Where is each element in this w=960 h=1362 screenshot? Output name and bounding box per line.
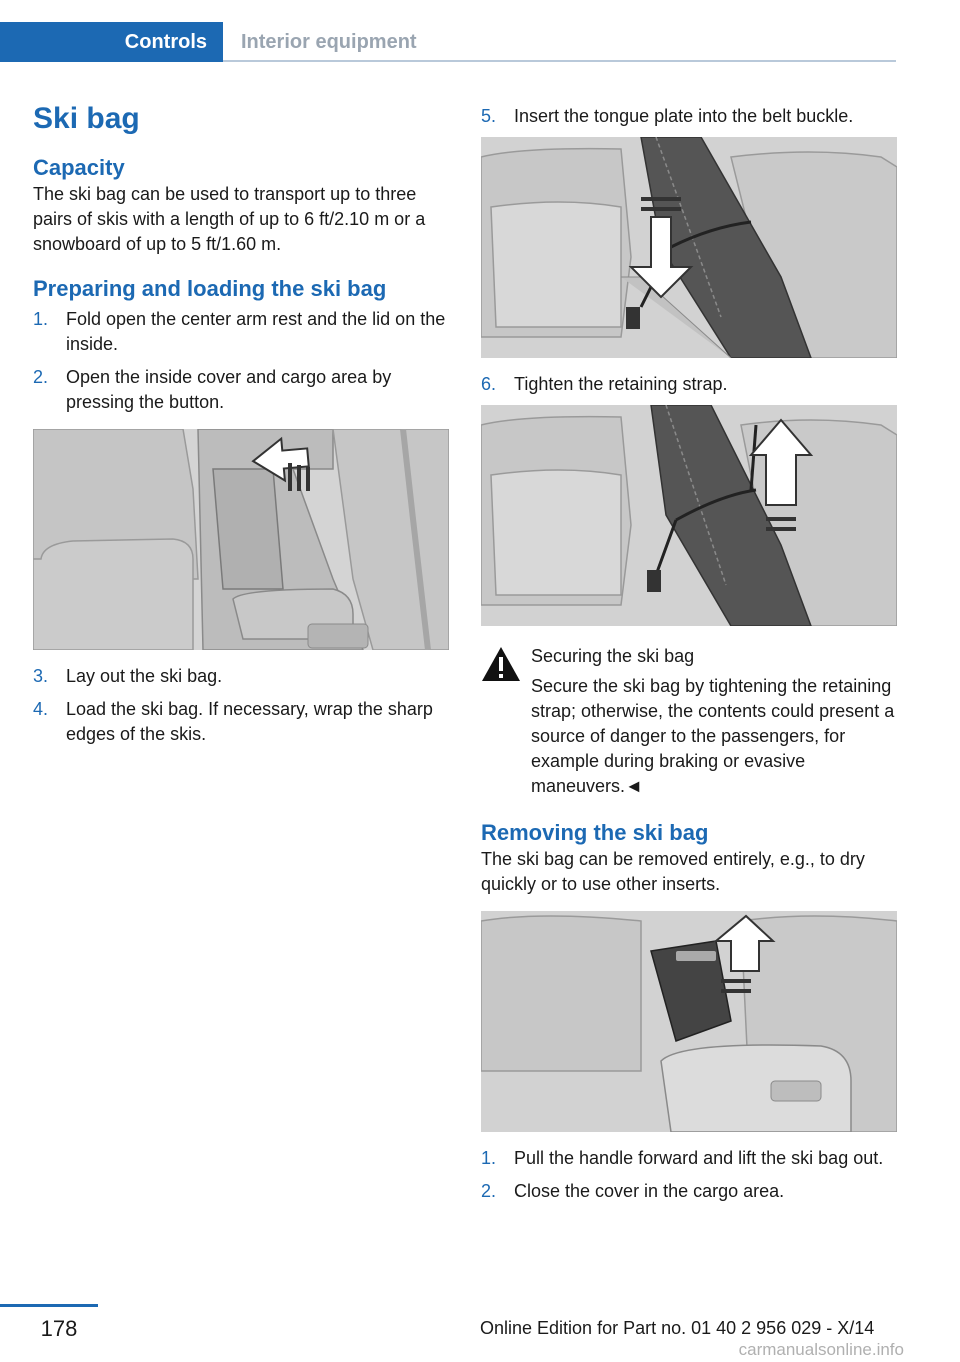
footer-edition: Online Edition for Part no. 01 40 2 956 029 - X/14 [480, 1318, 875, 1338]
step-number: 1. [481, 1148, 497, 1168]
step-number: 3. [33, 666, 49, 686]
warning-triangle-icon [481, 646, 521, 682]
section-tab-interior-equipment[interactable]: Interior equipment [241, 30, 417, 53]
step-number: 2. [481, 1181, 497, 1201]
removing-text: The ski bag can be removed entirely, e.g., to dry quickly or to use other inserts. [481, 849, 865, 894]
section-tab-controls[interactable]: Controls [0, 22, 223, 62]
list-item [33, 365, 449, 415]
steps-list-c [481, 1146, 897, 1204]
footer-rule [0, 1304, 98, 1307]
list-item [481, 104, 897, 129]
steps-list-5 [481, 104, 897, 129]
step-text: Lay out the ski bag. [66, 666, 223, 686]
list-item [33, 697, 449, 747]
list-item [33, 664, 449, 689]
left-column [33, 100, 449, 755]
step-number: 4. [33, 699, 49, 719]
list-item [33, 307, 449, 357]
watermark: carmanualsonline.info [738, 1340, 904, 1359]
removing-heading: Removing the ski bag [481, 820, 709, 845]
preparing-heading: Preparing and loading the ski bag [33, 276, 387, 301]
list-item [481, 1146, 897, 1171]
step-text: Tighten the retaining strap. [514, 374, 728, 394]
figure-retaining-strap [481, 405, 897, 626]
right-column [481, 104, 897, 1212]
list-item [481, 1179, 897, 1204]
steps-list-b [33, 664, 449, 747]
step-text: Open the inside cover and cargo area by pressing the button. [66, 367, 392, 412]
warning-block [481, 644, 897, 799]
list-item [481, 372, 897, 397]
figure-cargo-button [33, 429, 449, 650]
step-text: Fold open the center arm rest and the lid on the inside. [66, 309, 446, 354]
page-header [0, 22, 896, 62]
warning-title: Securing the ski bag [531, 646, 695, 666]
step-text: Close the cover in the cargo area. [514, 1181, 785, 1201]
header-rule [223, 60, 896, 62]
step-text: Load the ski bag. If necessary, wrap the sharp edges of the skis. [66, 699, 433, 744]
page-title: Ski bag [33, 102, 140, 135]
capacity-text: The ski bag can be used to transport up to three pairs of skis with a length of up to 6 ft/2.10 m or a snowboard of up to 5 ft/1.60 m. [33, 184, 426, 254]
warning-text: Secure the ski bag by tightening the retaining strap; otherwise, the contents could present a source of danger to the passengers, for example during braking or evasive maneuvers.◄ [531, 676, 895, 796]
step-text: Insert the tongue plate into the belt buckle. [514, 106, 854, 126]
step-number: 6. [481, 374, 497, 394]
step-number: 5. [481, 106, 497, 126]
step-number: 2. [33, 367, 49, 387]
steps-list-6 [481, 372, 897, 397]
steps-list-a [33, 307, 449, 415]
step-number: 1. [33, 309, 49, 329]
capacity-heading: Capacity [33, 155, 125, 180]
figure-tongue-plate [481, 137, 897, 358]
step-text: Pull the handle forward and lift the ski bag out. [514, 1148, 884, 1168]
page-number: 178 [40, 1316, 78, 1341]
figure-remove-ski-bag [481, 911, 897, 1132]
